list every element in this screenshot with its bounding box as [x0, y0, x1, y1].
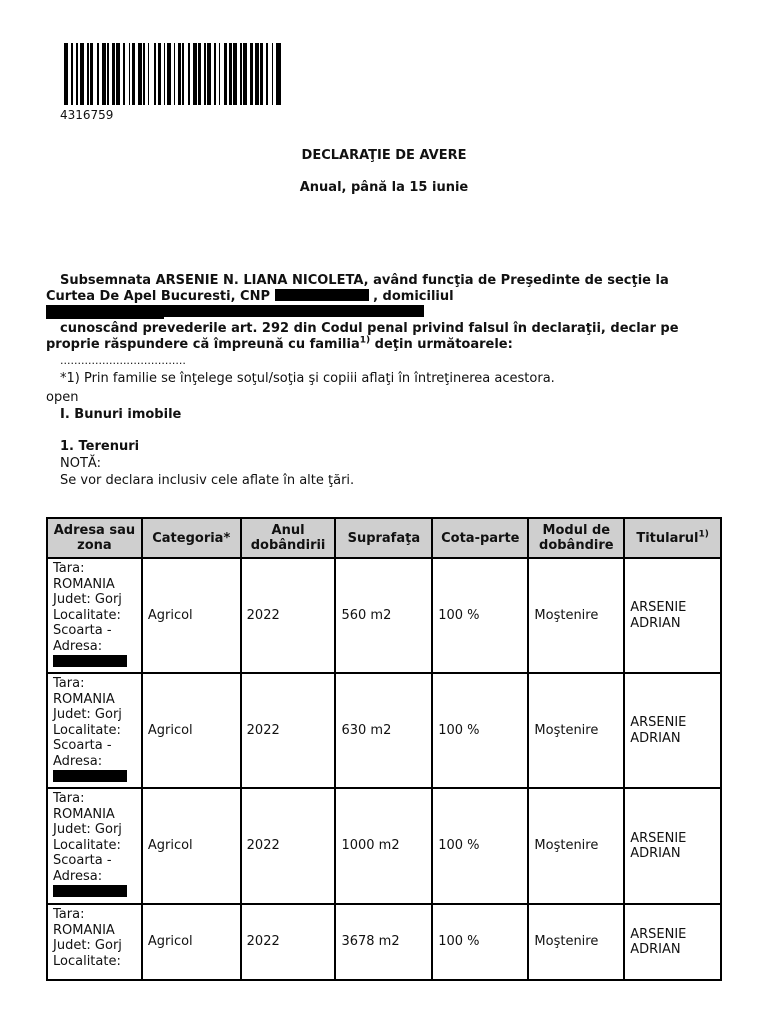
table-row	[47, 558, 721, 673]
table-header-row	[47, 518, 721, 558]
cell-category: Agricol	[142, 788, 241, 904]
address-line: Tara:	[53, 676, 85, 691]
header-holder-sup: 1)	[698, 529, 709, 540]
statement-paragraph	[46, 321, 722, 353]
redacted-address	[53, 885, 127, 897]
address-line: ROMANIA	[53, 922, 115, 938]
address-line: Adresa:	[53, 753, 103, 769]
cell-share: 100 %	[432, 904, 528, 980]
cell-holder: ARSENIE ADRIAN	[624, 904, 721, 980]
barcode-bar	[281, 43, 284, 105]
dotted-line: ....................................	[60, 354, 186, 367]
header-holder-label: Titularul	[636, 530, 699, 546]
cell-address	[47, 673, 142, 788]
address-line: Judet: Gorj	[53, 822, 122, 837]
cell-holder: ARSENIE ADRIAN	[624, 788, 721, 904]
cell-mode: Moştenire	[528, 904, 624, 980]
address-line: Tara:	[53, 907, 85, 922]
land-table	[46, 517, 722, 981]
address-line: Judet: Gorj	[53, 707, 122, 722]
cell-mode: Moştenire	[528, 558, 624, 673]
statement-text: cunoscând prevederile art. 292 din Codul penal privind falsul în declaraţii, declar pe proprie răspundere că împreună cu familia	[46, 321, 679, 352]
table-row	[47, 788, 721, 904]
cell-address	[47, 558, 142, 673]
cell-share: 100 %	[432, 558, 528, 673]
header-category: Categoria*	[142, 518, 241, 558]
header-year: Anul dobândirii	[241, 518, 336, 558]
section-title: I. Bunuri imobile	[60, 407, 182, 422]
cell-mode: Moştenire	[528, 673, 624, 788]
document-subtitle: Anual, până la 15 iunie	[299, 180, 469, 195]
address-line: ROMANIA	[53, 806, 115, 822]
address-line: Scoarta -	[53, 853, 112, 868]
redacted-cnp	[275, 289, 369, 301]
header-address: Adresa sau zona	[47, 518, 142, 558]
address-line: Tara:	[53, 561, 85, 576]
redacted-address	[53, 770, 127, 782]
cell-holder: ARSENIE ADRIAN	[624, 558, 721, 673]
table-row	[47, 904, 721, 980]
header-holder	[624, 518, 721, 558]
address-line: Scoarta -	[53, 738, 112, 753]
note-label: NOTĂ:	[60, 456, 101, 471]
redacted-address	[53, 655, 127, 667]
cell-holder: ARSENIE ADRIAN	[624, 673, 721, 788]
cell-year: 2022	[241, 558, 336, 673]
redacted-address-continued	[46, 307, 164, 319]
note-text: Se vor declara inclusiv cele aflate în alte ţări.	[60, 473, 355, 488]
cell-year: 2022	[241, 673, 336, 788]
header-mode: Modul de dobândire	[528, 518, 624, 558]
address-line: Localitate:	[53, 722, 121, 738]
document-title: DECLARAŢIE DE AVERE	[301, 148, 467, 163]
header-share: Cota-parte	[432, 518, 528, 558]
address-line: ROMANIA	[53, 691, 115, 707]
address-line: Localitate:	[53, 837, 121, 853]
open-label: open	[46, 390, 79, 405]
cell-address	[47, 788, 142, 904]
address-line: Tara:	[53, 791, 85, 806]
address-line: Judet: Gorj	[53, 592, 122, 607]
cell-category: Agricol	[142, 904, 241, 980]
cell-area: 560 m2	[335, 558, 432, 673]
cell-share: 100 %	[432, 673, 528, 788]
cell-area: 3678 m2	[335, 904, 432, 980]
barcode	[64, 43, 284, 105]
address-line: Localitate:	[53, 607, 121, 623]
address-line: ROMANIA	[53, 576, 115, 592]
cell-year: 2022	[241, 904, 336, 980]
cell-mode: Moştenire	[528, 788, 624, 904]
cell-year: 2022	[241, 788, 336, 904]
cell-category: Agricol	[142, 558, 241, 673]
address-line: Adresa:	[53, 868, 103, 884]
cell-category: Agricol	[142, 673, 241, 788]
subsection-title: 1. Terenuri	[60, 439, 140, 454]
table-row	[47, 673, 721, 788]
statement-tail: deţin următoarele:	[370, 337, 513, 352]
address-line: Scoarta -	[53, 623, 112, 638]
cell-share: 100 %	[432, 788, 528, 904]
header-area: Suprafaţa	[335, 518, 432, 558]
address-line: Localitate:	[53, 953, 121, 969]
cell-area: 1000 m2	[335, 788, 432, 904]
address-line: Adresa:	[53, 638, 103, 654]
address-line: Judet: Gorj	[53, 938, 122, 953]
footnote-text: *1) Prin familie se înţelege soţul/soţia şi copiii aflaţi în întreţinerea acestora.	[60, 371, 555, 386]
document-number: 4316759	[60, 108, 114, 122]
intro-text: Subsemnata ARSENIE N. LIANA NICOLETA, având funcţia de Preşedinte de secţie la Curtea De Apel Bucuresti, CNP	[46, 273, 669, 304]
intro-domicile-label: , domiciliul	[373, 289, 454, 304]
cell-area: 630 m2	[335, 673, 432, 788]
footnote-marker: 1)	[359, 335, 371, 346]
cell-address	[47, 904, 142, 980]
